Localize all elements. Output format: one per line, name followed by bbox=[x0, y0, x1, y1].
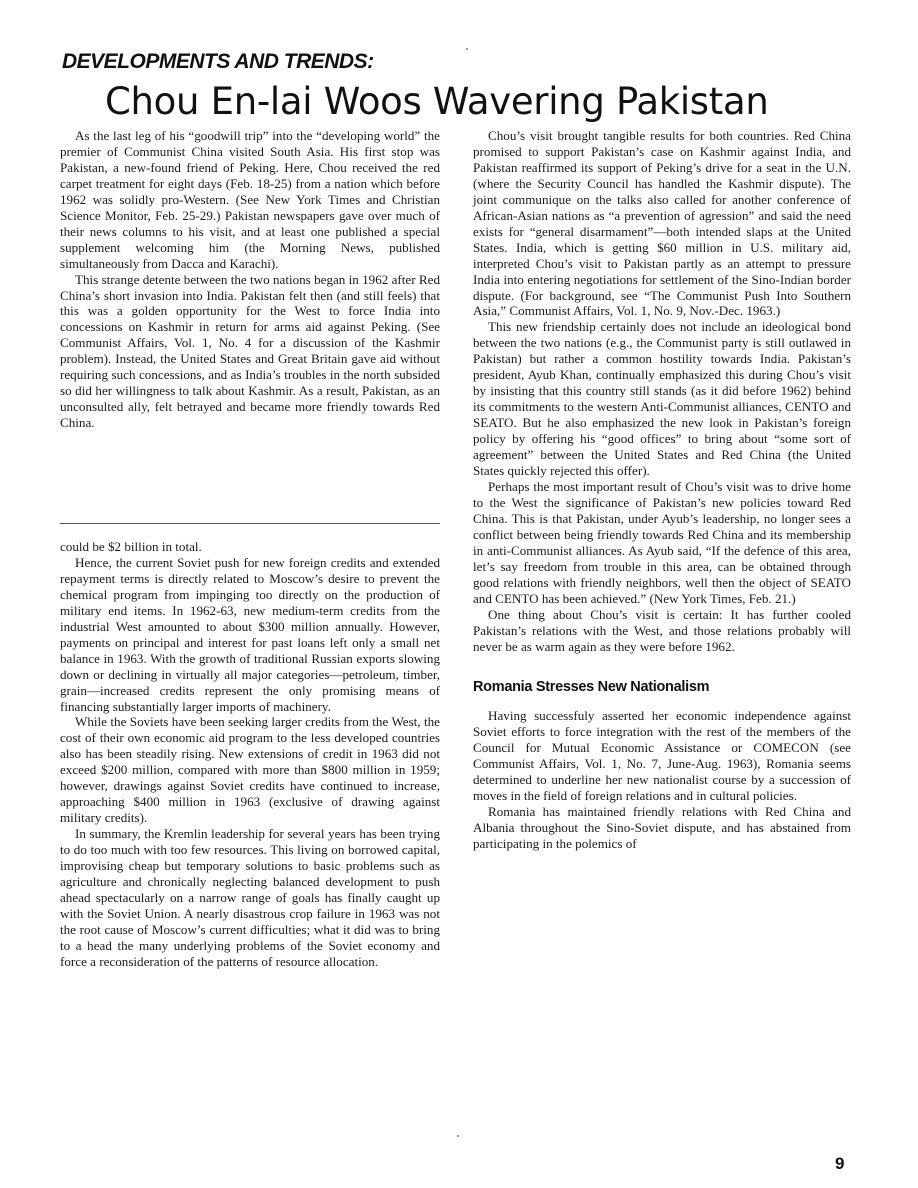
left-column-top bbox=[60, 128, 440, 431]
paragraph: Romania has maintained friendly relations with Red China and Albania throughout the Sino-Soviet dispute, and has abstained from participating in the polemics of bbox=[473, 804, 851, 852]
paragraph: As the last leg of his “goodwill trip” into the “developing world” the premier of Communist China visited South Asia. His first stop was Pakistan, a new-found friend of Peking. Here, Chou received the red carpet treatment for eight days (Feb. 18-25) from a nation which before 1962 was solidly pro-Western. (See New York Times and Christian Science Monitor, Feb. 25-29.) Pakistan newspapers gave over much of their news columns to his visit, and at least one published a special supplement welcoming him (the Morning News, published simultaneously from Dacca and Karachi). bbox=[60, 128, 440, 271]
right-column bbox=[473, 128, 851, 852]
paragraph: While the Soviets have been seeking larger credits from the West, the cost of their own economic aid program to the less developed countries also has been steadily rising. New extensions of credit in 1963 did not exceed $200 million, compared with more than $800 million in 1959; however, drawings against Soviet credits have continued to increase, approaching $400 million in 1963 (exclusive of drawing against military credits). bbox=[60, 714, 440, 826]
paragraph: Perhaps the most important result of Chou’s visit was to drive home to the West the significance of Pakistan’s new policies toward Red China. This is that Pakistan, under Ayub’s leadership, no longer sees a conflict between being friendly towards Red China and its membership in anti-Communist alliances. As Ayub said, “If the defence of this area, let’s say freedom from trouble in this area, can be obtained through good relations with friendly neighbors, well then the object of SEATO and CENTO has been achieved.” (New York Times, Feb. 21.) bbox=[473, 478, 851, 606]
article-headline: Chou En-lai Woos Wavering Pakistan bbox=[105, 80, 769, 123]
paragraph: In summary, the Kremlin leadership for several years has been trying to do too much with too few resources. This living on borrowed capital, improvising cheap but temporary solutions to basic problems such as agriculture and chronically neglecting balanced development to push ahead spectacularly on a narrow range of goals has finally caught up with the Soviet Union. A nearly disastrous crop failure in 1963 was not the root cause of Moscow’s current difficulties; what it did was to bring to a head the many underlying problems of the Soviet economy and force a reconsideration of the patterns of resource allocation. bbox=[60, 826, 440, 969]
subheading-romania: Romania Stresses New Nationalism bbox=[473, 679, 710, 696]
paragraph: One thing about Chou’s visit is certain: It has further cooled Pakistan’s relations with the West, and those relations probably will never be as warm again as they were before 1962. bbox=[473, 606, 851, 654]
left-column-bottom bbox=[60, 539, 440, 970]
paragraph: Having successfuly asserted her economic independence against Soviet efforts to force integration with the rest of the members of the Council for Mutual Economic Assistance or COMECON (see Communist Affairs, Vol. 1, No. 7, June-Aug. 1963), Romania seems determined to underline her new nationalist course by a succession of moves in the field of foreign relations and in cultural policies. bbox=[473, 708, 851, 804]
print-speck bbox=[457, 1135, 459, 1137]
paragraph: Hence, the current Soviet push for new foreign credits and extended repayment terms is directly related to Moscow’s desire to prevent the chemical program from impinging too directly on the production of military end items. In 1962-63, new medium-term credits from the industrial West amounted to about $300 million annually. However, payments on principal and interest for past loans left only a small net balance in 1963. With the growth of traditional Russian exports slowing down or declining in virtually all major categories—petroleum, timber, grain—increased credits represent the only promising means of financing substantially larger imports of machinery. bbox=[60, 554, 440, 714]
page-number: 9 bbox=[835, 1154, 845, 1173]
paragraph: This strange detente between the two nations began in 1962 after Red China’s short invasion into India. Pakistan felt then (and still feels) that this was a golden opportunity for the West to force India into concessions on Kashmir in return for arms aid against Peking. (See Communist Affairs, Vol. 1, No. 4 for a discussion of the Kashmir problem). Instead, the United States and Great Britain gave aid without requiring such concessions, and as India’s troubles in the north subsided so did her willingness to talk about Kashmir. As a result, Pakistan, as an unconsulted ally, felt betrayed and became more friendly towards Red China. bbox=[60, 271, 440, 431]
continuation-line: could be $2 billion in total. bbox=[60, 539, 202, 554]
section-label: DEVELOPMENTS AND TRENDS: bbox=[62, 50, 374, 73]
column-divider-rule bbox=[60, 523, 440, 524]
paragraph: This new friendship certainly does not include an ideological bond between the two nations (e.g., the Communist party is still outlawed in Pakistan) but rather a common hostility towards India. Pakistan’s president, Ayub Khan, continually emphasized this during Chou’s visit by insisting that this country still stands (as it did before 1962) behind its commitments to the western Anti-Communist alliances, CENTO and SEATO. But he also emphasized the new look in Pakistan’s foreign policy by offering his “good offices” to bring about “some sort of agreement” between the United States and Red China (the United States quickly rejected this offer). bbox=[473, 319, 851, 479]
print-speck bbox=[466, 48, 468, 50]
paragraph: Chou’s visit brought tangible results for both countries. Red China promised to support Pakistan’s case on Kashmir against India, and Pakistan reaffirmed its support of Peking’s drive for a seat in the U.N. (where the Security Council has handled the Kashmir dispute). The joint communique on the talks also called for another conference of African-Asian nations as “a prevention of agression” and said the need exists for “general disarmament”—both intended slaps at the United States. India, which is getting $60 million in U.S. military aid, interpreted Chou’s visit to Pakistan partly as an attempt to pressure India into entering negotiations for settlement of the Sino-Indian border dispute. (For background, see “The Communist Push Into Southern Asia,” Communist Affairs, Vol. 1, No. 9, Nov.-Dec. 1963.) bbox=[473, 128, 851, 319]
